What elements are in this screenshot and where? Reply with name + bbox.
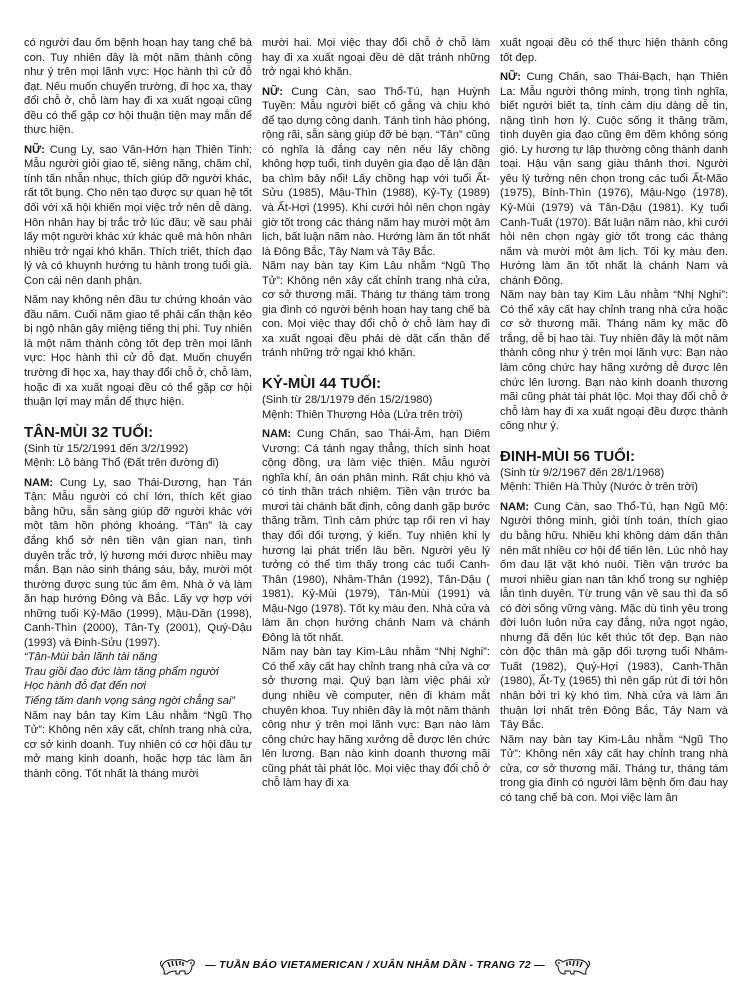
paragraph [24,476,252,651]
paragraph: Năm nay bàn tay Kim-Lâu nhằm “Ngũ Thọ Tử”: Không nên xây cất hay chỉnh trang nhà cửa, cơ sở thương mãi. Tháng tư, tháng tám trong gia đình có người lâm bệnh ốm đau hay có tang chế bà con. Mọi việc làm ăn [500,733,728,804]
paragraph-text: Cung Chấn, sao Thái-Âm, hạn Diêm Vương: Cá tánh ngay thẳng, thích sinh hoạt cộng đồng, ưa làm việc thiện. Mẫu người nghĩa khí, ân oán phân minh. Rất chịu khó và có tinh thần trách nhiệm. Tiền vận trước ba mươi tài chánh bất định, công danh gặp bước thăng trầm. Tình cảm phức tạp rối ren vì hay thay đổi đối tượng, ý kiến. Tuy nhiên khi ly hương lại phát triển lâu bền. Người yêu lý tưởng có thể tìm thấy trong các tuổi Canh-Thân (1980), Nhâm-Thân (1992), Tân-Dậu ( 1981), Kỷ-Mùi (1979), Tân-Mùi (1991) và Mậu-Ngọ (1978). Tốt kỵ màu đen. Nhà cửa và làm ăn chọn hướng chánh Nam và chánh Đông là tốt nhất. [262,428,490,644]
paragraph [262,427,490,645]
footer-text: — TUẦN BÁO VIETAMERICAN / XUÂN NHÂM DẦN - TRANG 72 — [205,959,545,971]
paragraph [500,70,728,288]
poem-line: Học hành đỗ đạt đến nơi [24,680,146,693]
paragraph: mười hai. Mọi việc thay đổi chỗ ở chỗ làm hay đi xa xuất ngoại đều dè dặt tránh những trở ngại khó khăn. [262,37,490,79]
gender-label: NAM: [500,500,530,513]
menh-line: Mệnh: Thiên Thượng Hỏa (Lửa trên trời) [262,408,463,421]
section-title: KỶ-MÙI 44 TUỔI: [262,375,382,393]
paragraph: có người đau ốm bệnh hoạn hay tang chế bà con. Tuy nhiên đây là một năm thành công như ý trên mọi lãnh vực: Học hành thì cử đỗ đạt. Nếu muốn chuyển trường, đi học xa, thay đổi chỗ ở, chỗ làm hay đi xa xuất ngoại cũng đều có thể gặp cơ hội thuận tiện may mắn để thực hiện. [24,37,252,137]
paragraph-text: Cung Càn, sao Thổ-Tú, hạn Ngũ Mộ: Người thông minh, giỏi tính toán, thích giao du bằng hữu. Nhiều khi không dám dấn thân nên mất nhiều cơ hội để tiến lên. Lúc nhỏ hay ốm đau lặt vặt khó nuôi. Tiền vận trước ba mươi nhiều gian nan tân khổ trong sự nghiệp lẫn tình duyên. Từ trung vận về sau thì đa số có đời sống vững vàng. Mặc dù tình yêu trong đời luôn luôn nửa cay đắng, nửa ngọt ngào, nhưng đã đến lúc kết thúc tốt đẹp. Bạn nào còn độc thân mà gặp đối tượng tuổi Nhâm-Tuất (1982), Quý-Hợi (1983), Canh-Thân (1980), Ất-Tỵ (1965) thì nên gấp rút đi tới hôn nhân bởi trì kỳ khó tìm. Nhà cửa và làm ăn thuận lợi nhất trên Đông Bắc, Tây Nam và Tây Bắc. [500,500,728,732]
gender-label: NAM: [262,428,292,441]
gender-label: NỮ: [262,85,283,98]
paragraph [262,85,490,260]
paragraph: Năm nay bàn tay Kim Lâu nhằm “Nhị Nghi”: Có thể xây cất hay chỉnh trang nhà cửa hoặc cơ sở thương mãi. Tháng năm kỵ mặc đồ trắng, dễ bị hao tài. Tuy nhiên đây là một năm thành công như ý trên mọi lãnh vực: Bạn nào làm công chức hay hãng xưởng dễ được lên chức lên lương. Bạn nào kinh doanh thương mãi cũng phát tài phát lộc. Mọi thay đổi chỗ ở chỗ làm hay đi xa xuất ngoại đều được thành công như ý. [500,289,728,433]
column-2 [262,36,490,946]
gender-label: NAM: [24,476,54,489]
poem-line: Tiếng tăm danh vọng sáng ngời chẳng sai” [24,694,236,707]
paragraph-text: Cung Càn, sao Thổ-Tú, hạn Huỳnh Tuyền: Mẫu người biết cố gắng và chịu khó để tạo dựng công danh. Tánh tình hào phóng, rộng rãi, sẵn sàng giúp đỡ bè bạn. “Tân” cũng có nghĩa là đắng cay nên nếu lấy chồng không hợp tuổi, tình duyên gia đạo dễ lận đận ba chìm bảy nổi! Lấy chồng hạp với tuổi Ất-Sửu (1985), Mậu-Thìn (1988), Kỷ-Tỵ (1989) và Ất-Hợi (1995). Khi cưới hỏi nên chọn ngày giờ tốt trong các tháng năm hay mười một âm lịch, bất luận năm nào. Hướng làm ăn tốt nhất là Đông Bắc, Tây Nam và Tây Bắc. [262,85,490,258]
tiger-icon [159,953,197,977]
article-body [24,36,730,946]
poem-line: “Tân-Mùi bản lãnh tài năng [24,651,158,664]
paragraph: Năm nay bàn tay Kim-Lâu nhằm “Nhị Nghi”: Có thể xây cất hay chỉnh trang nhà cửa và cơ sở thương mại. Quý bạn làm việc phải xử dụng nhiều về computer, nên đi khám mắt chuyên khoa. Tuy nhiên đây là một năm thành công như ý trên mọi lãnh vực: Bạn nào làm công chức hay hãng xưởng dễ được lên chức lên lương. Bạn nào kinh doanh thương mãi cũng phát tài phát lộc. Mọi việc thay đổi chỗ ở chỗ làm hay đi xa [262,646,490,790]
menh-line: Mệnh: Thiên Hà Thủy (Nước ở trên trời) [500,481,698,494]
paragraph-text: Cung Ly, sao Vân-Hớn hạn Thiên Tinh: Mẫu người giỏi giao tế, siêng năng, chăm chỉ, tính tấn nhẫn nhục, thích giúp đỡ người khác, rất tốt bụng. Cho nên tạo được sự quan hệ tốt đối với xã hội khiến mọi việc trở nên dễ dàng. Hôn nhân hay bị trắc trở lúc đầu; về sau phải lấy một người khác xứ khác quê mà hôn nhân nhiều trở ngại khó khăn. Thích triết, thích đạo lý và có khuynh hướng tu hành trong tuổi già. Con cái nên danh phận. [24,143,252,287]
page-footer [0,950,750,980]
gender-label: NỮ: [24,143,45,156]
paragraph: Năm nay bàn tay Kim Lâu nhằm “Ngũ Thọ Tử”: Không nên xây cất chỉnh trang nhà cửa, cơ sở thương mãi. Tháng tư tháng tám trong gia đình có người bệnh hoạn hay tang chế bà con. Mọi việc thay đổi chỗ ở chỗ làm hay đi xa xuất ngoại đều phải dè dặt cẩn thận để tránh những trở ngại khó khăn. [262,260,490,360]
column-1 [24,36,252,946]
birth-range: (Sinh từ 9/2/1967 đến 28/1/1968) [500,466,665,479]
birth-range: (Sinh từ 28/1/1979 đến 15/2/1980) [262,394,433,407]
paragraph [24,143,252,288]
menh-line: Mệnh: Lộ bàng Thổ (Đất trên đường đi) [24,457,219,470]
tiger-icon [553,953,591,977]
section-title: TÂN-MÙI 32 TUỔI: [24,423,154,441]
birth-range: (Sinh từ 15/2/1991 đến 3/2/1992) [24,442,189,455]
paragraph-text: Cung Ly, sao Thái-Dương, hạn Tán Tận: Mẫu người có chí lớn, thích kết giao bằng hữu, sẵn sàng giúp đỡ người khác với một tâm hồn phóng khoáng. “Tân” là cay đắng khổ sở nên tiền vận gian nan, tình duyên trắc trở, lý hương mới được nhiều may mắn. Bạn nào sinh tháng sáu, bảy, mười một thường được sung túc ấm êm. Nhà ở và làm ăn hạp hướng Đông và Bắc. Lấy vợ hợp với những tuổi Kỷ-Mão (1999), Mậu-Dần (1998), Canh-Thìn (2000), Tân-Tỵ (2001), Quý-Dậu (1993) và Đinh-Sửu (1997). [24,476,252,649]
section-title: ĐINH-MÙI 56 TUỔI: [500,447,635,465]
paragraph: Năm nay không nên đầu tư chứng khoán vào đầu năm. Cuối năm giao tế phải cẩn thận kẻo bị ngộ nhận gây miệng tiếng thị phi. Tuy nhiên là một năm thành công tốt đẹp trên mọi lãnh vực: Học hành thì cử đỗ đạt. Muốn chuyển trường đi học xa, hay thay đổi chỗ ở, chỗ làm, hoặc đi xa xuất ngoại đều có thể gặp cơ hội thuận lợi may mắn để thực hiện. [24,294,252,409]
paragraph-text: Cung Chấn, sao Thái-Bạch, hạn Thiên La: Mẫu người thông minh, trọng tình nghĩa, biết người biết ta, tính cảm dịu dàng dễ tin, nặng tình hơn lý. Cuộc sống ít thăng trầm, tình duyên gia đạo cũng êm đềm không sóng gió. Ly hương tự lập thường công thành danh toại. Hậu vận sang giàu thảnh thơi. Người yêu lý tưởng nên chọn trong các tuổi Ất-Mão (1975), Bính-Thìn (1976), Mậu-Ngọ (1978), Kỷ-Mùi (1979) và Tân-Dậu (1981). Kỵ tuổi Canh-Tuất (1970). Bất luận năm nào, khi cưới hỏi nên chọn ngày giờ tốt trong các tháng năm và mười một âm lịch. Tối kỵ màu đen. Hướng làm ăn tốt nhất là chánh Nam và chánh Đông. [500,71,728,287]
poem-line: Trau giồi đạo đức làm tăng phẩm người [24,665,219,678]
column-3 [500,36,728,946]
paragraph: Năm nay bản tay Kim Lâu nhằm “Ngũ Thọ Tử”: Không nên xây cất, chỉnh trang nhà cửa, cơ sở kinh doanh. Tuy nhiên có cơ hội đầu tư mở mang kinh doanh, hoặc hợp tác làm ăn thành công. Tốt nhất là tháng mười [24,709,252,780]
paragraph [500,500,728,733]
paragraph: xuất ngoại đều có thể thực hiện thành công tốt đẹp. [500,37,728,64]
gender-label: NỮ: [500,71,521,84]
